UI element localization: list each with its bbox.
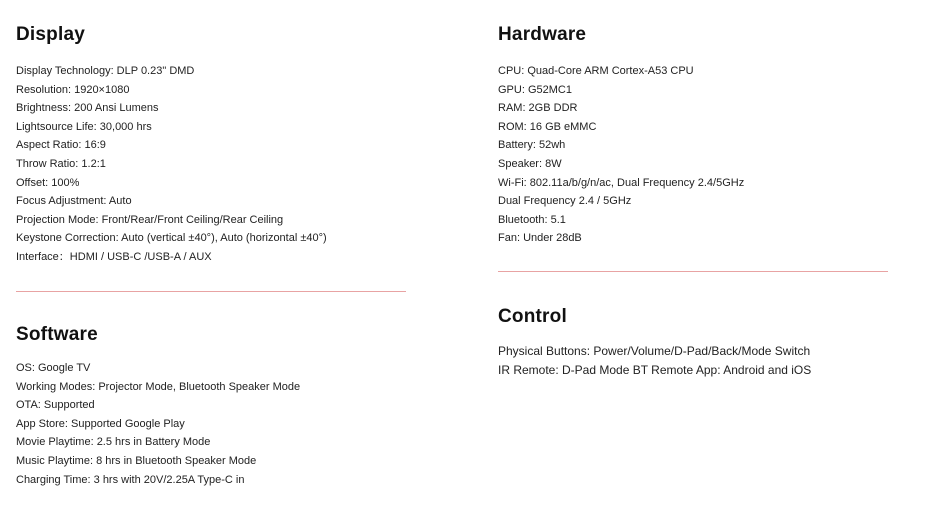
spec-item: Music Playtime: 8 hrs in Bluetooth Speaker Mode (16, 454, 257, 467)
software-spec-list (16, 359, 300, 489)
spec-item: Fan: Under 28dB (498, 232, 582, 245)
control-spec-list (498, 342, 811, 380)
spec-item: ROM: 16 GB eMMC (498, 120, 597, 133)
display-spec-list (16, 62, 327, 267)
spec-item: Interface：HDMI / USB-C /USB-A / AUX (16, 250, 212, 263)
spec-item: CPU: Quad-Core ARM Cortex-A53 CPU (498, 65, 694, 77)
software-heading: Software (16, 324, 98, 345)
display-heading: Display (16, 24, 85, 45)
hardware-section (498, 24, 744, 248)
spec-item: OS: Google TV (16, 362, 91, 374)
spec-item: Throw Ratio: 1.2:1 (16, 157, 106, 170)
spec-item: IR Remote: D-Pad Mode BT Remote App: Android and iOS (498, 363, 812, 377)
spec-item: Speaker: 8W (498, 157, 562, 170)
spec-item: Bluetooth: 5.1 (498, 213, 566, 226)
display-section (16, 24, 327, 267)
spec-item: App Store: Supported Google Play (16, 417, 185, 430)
spec-item: RAM: 2GB DDR (498, 102, 578, 115)
spec-item: Lightsource Life: 30,000 hrs (16, 120, 152, 133)
spec-item: Physical Buttons: Power/Volume/D-Pad/Back/Mode Switch (498, 344, 811, 358)
spec-item: Keystone Correction: Auto (vertical ±40°), Auto (horizontal ±40°) (16, 232, 327, 245)
hardware-spec-list (498, 62, 744, 248)
spec-item: Dual Frequency 2.4 / 5GHz (498, 195, 632, 208)
spec-item: Offset: 100% (16, 176, 80, 189)
hardware-heading: Hardware (498, 24, 587, 45)
control-section (498, 306, 811, 380)
spec-item: Battery: 52wh (498, 139, 566, 152)
control-heading: Control (498, 306, 567, 327)
section-divider (498, 271, 888, 272)
spec-item: OTA: Supported (16, 399, 95, 412)
software-section (16, 324, 300, 489)
spec-item: Resolution: 1920×1080 (16, 83, 130, 96)
spec-item: Focus Adjustment: Auto (16, 195, 132, 208)
spec-item: Projection Mode: Front/Rear/Front Ceiling/Rear Ceiling (16, 213, 284, 226)
spec-item: Wi-Fi: 802.11a/b/g/n/ac, Dual Frequency 2.4/5GHz (498, 176, 745, 189)
spec-item: Working Modes: Projector Mode, Bluetooth Speaker Mode (16, 380, 301, 393)
spec-item: Brightness: 200 Ansi Lumens (16, 102, 159, 115)
spec-item: Display Technology: DLP 0.23" DMD (16, 65, 195, 77)
spec-item: Charging Time: 3 hrs with 20V/2.25A Type-C in (16, 473, 245, 486)
spec-item: GPU: G52MC1 (498, 83, 572, 96)
spec-item: Aspect Ratio: 16:9 (16, 139, 106, 152)
spec-item: Movie Playtime: 2.5 hrs in Battery Mode (16, 436, 211, 449)
section-divider (16, 291, 406, 292)
